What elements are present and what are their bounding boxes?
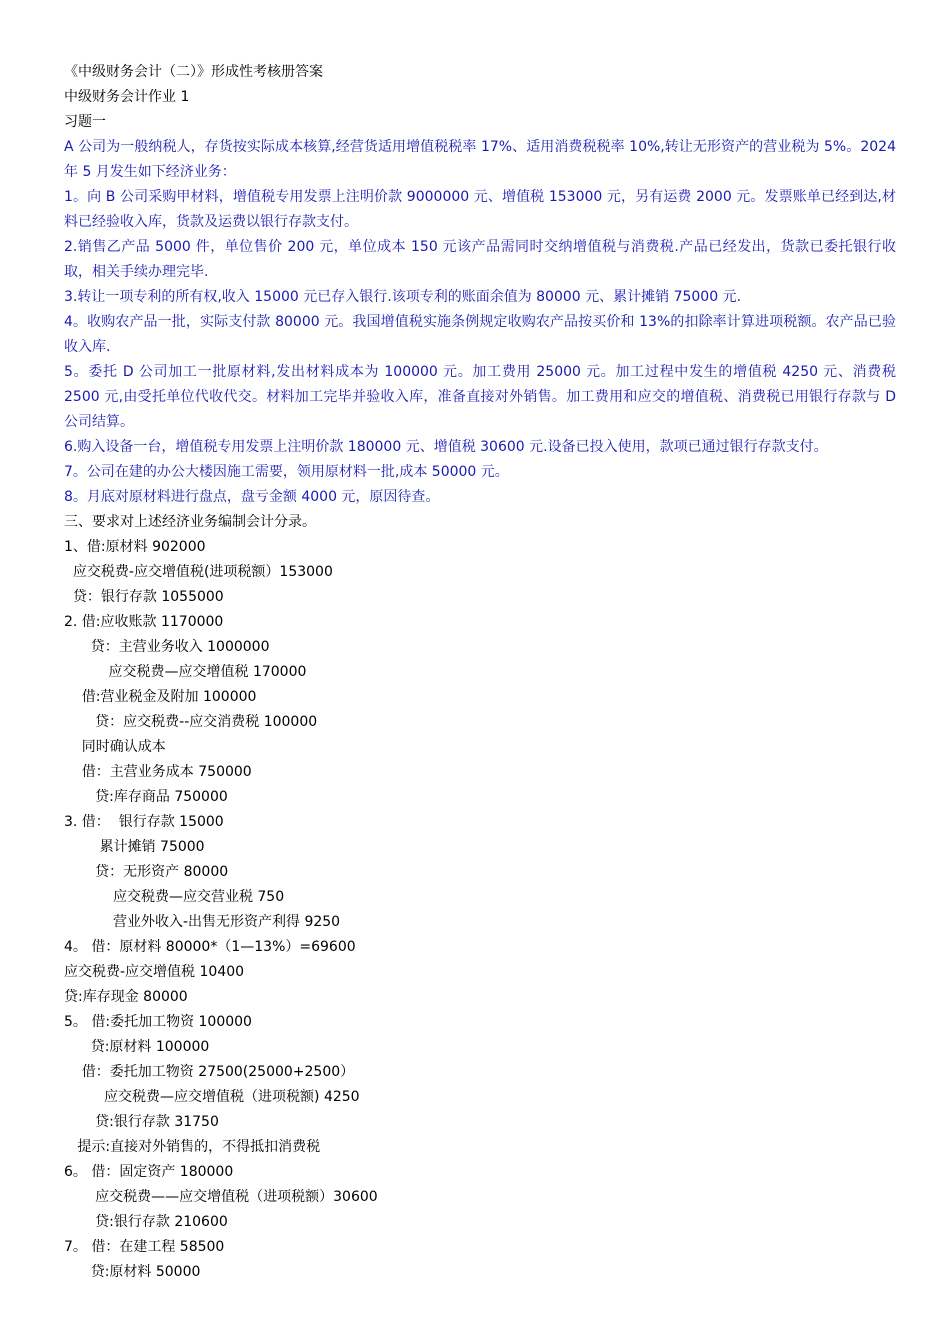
journal-entry-line: 6。 借：固定资产 180000 [64, 1164, 234, 1180]
problem-intro: A 公司为一般纳税人，存货按实际成本核算,经营货适用增值税税率 17%、适用消费税税率 10%,转让无形资产的营业税为 5%。2024 年 5 月发生如下经济业务： [64, 139, 896, 180]
journal-entry-line: 3. 借： 银行存款 15000 [64, 814, 224, 830]
journal-entry-line: 贷:原材料 50000 [64, 1264, 201, 1280]
journal-entry-line: 5。 借:委托加工物资 100000 [64, 1014, 252, 1030]
problem-item-3: 3.转让一项专利的所有权,收入 15000 元已存入银行.该项专利的账面余值为 80000 元、累计摊销 75000 元. [64, 289, 742, 305]
requirement-heading: 三、要求对上述经济业务编制会计分录。 [64, 514, 316, 530]
journal-entry-line: 贷：无形资产 80000 [64, 864, 229, 880]
journal-entry-line: 营业外收入-出售无形资产利得 9250 [64, 914, 341, 930]
journal-entry-line: 借：委托加工物资 27500(25000+2500） [64, 1064, 355, 1080]
problem-item-7: 7。公司在建的办公大楼因施工需要，领用原材料一批,成本 50000 元。 [64, 464, 509, 480]
journal-entry-line: 借:营业税金及附加 100000 [64, 689, 257, 705]
assignment-heading: 中级财务会计作业 1 [64, 89, 190, 105]
journal-entry-line: 借：主营业务成本 750000 [64, 764, 252, 780]
journal-entry-line: 贷:库存现金 80000 [64, 989, 188, 1005]
journal-entry-line: 贷:银行存款 31750 [64, 1114, 219, 1130]
journal-entry-line: 应交税费—应交增值税（进项税额) 4250 [64, 1089, 360, 1105]
journal-entry-line: 1、借:原材料 902000 [64, 539, 206, 555]
problem-item-2: 2.销售乙产品 5000 件，单位售价 200 元，单位成本 150 元该产品需同时交纳增值税与消费税.产品已经发出，货款已委托银行收取，相关手续办理完毕. [64, 239, 896, 280]
journal-entry-line: 贷:银行存款 210600 [64, 1214, 228, 1230]
problem-item-4: 4。收购农产品一批，实际支付款 80000 元。我国增值税实施条例规定收购农产品按买价和 13%的扣除率计算进项税额。农产品已验收入库. [64, 314, 896, 355]
journal-entry-line: 同时确认成本 [64, 739, 166, 755]
problem-item-8: 8。月底对原材料进行盘点，盘亏金额 4000 元，原因待查。 [64, 489, 440, 505]
journal-entry-line: 4。 借：原材料 80000*（1—13%）=69600 [64, 939, 356, 955]
journal-entry-line: 贷：主营业务收入 1000000 [64, 639, 270, 655]
problem-item-1: 1。向 B 公司采购甲材料，增值税专用发票上注明价款 9000000 元、增值税 153000 元，另有运费 2000 元。发票账单已经到达,材料已经验收入库，货款及运费以银行存款支付。 [64, 189, 896, 230]
journal-entry-line: 应交税费-应交增值税(进项税额）153000 [64, 564, 333, 580]
journal-entry-line: 7。 借：在建工程 58500 [64, 1239, 225, 1255]
journal-entry-line: 2. 借:应收账款 1170000 [64, 614, 224, 630]
problem-item-6: 6.购入设备一台，增值税专用发票上注明价款 180000 元、增值税 30600 元.设备已投入使用，款项已通过银行存款支付。 [64, 439, 828, 455]
journal-entry-line: 贷:原材料 100000 [64, 1039, 210, 1055]
journal-entry-line: 应交税费-应交增值税 10400 [64, 964, 245, 980]
journal-entry-line: 贷：应交税费--应交消费税 100000 [64, 714, 318, 730]
exercise-heading: 习题一 [64, 114, 106, 130]
document-title: 《中级财务会计（二）》形成性考核册答案 [64, 64, 323, 80]
journal-entry-line: 应交税费—应交营业税 750 [64, 889, 285, 905]
journal-entry-line: 提示:直接对外销售的，不得抵扣消费税 [64, 1139, 321, 1155]
document-page [64, 60, 896, 1285]
journal-entry-line: 贷：银行存款 1055000 [64, 589, 224, 605]
journal-entry-line: 应交税费——应交增值税（进项税额）30600 [64, 1189, 378, 1205]
journal-entry-line: 贷:库存商品 750000 [64, 789, 228, 805]
journal-entry-line: 累计摊销 75000 [64, 839, 205, 855]
journal-entry-line: 应交税费—应交增值税 170000 [64, 664, 307, 680]
problem-item-5: 5。委托 D 公司加工一批原材料,发出材料成本为 100000 元。加工费用 25000 元。加工过程中发生的增值税 4250 元、消费税 2500 元,由受托单位代收代交。材料加工完毕并验收入库，准备直接对外销售。加工费用和应交的增值税、消费税已用银行存款与 D 公司结算。 [64, 364, 896, 430]
